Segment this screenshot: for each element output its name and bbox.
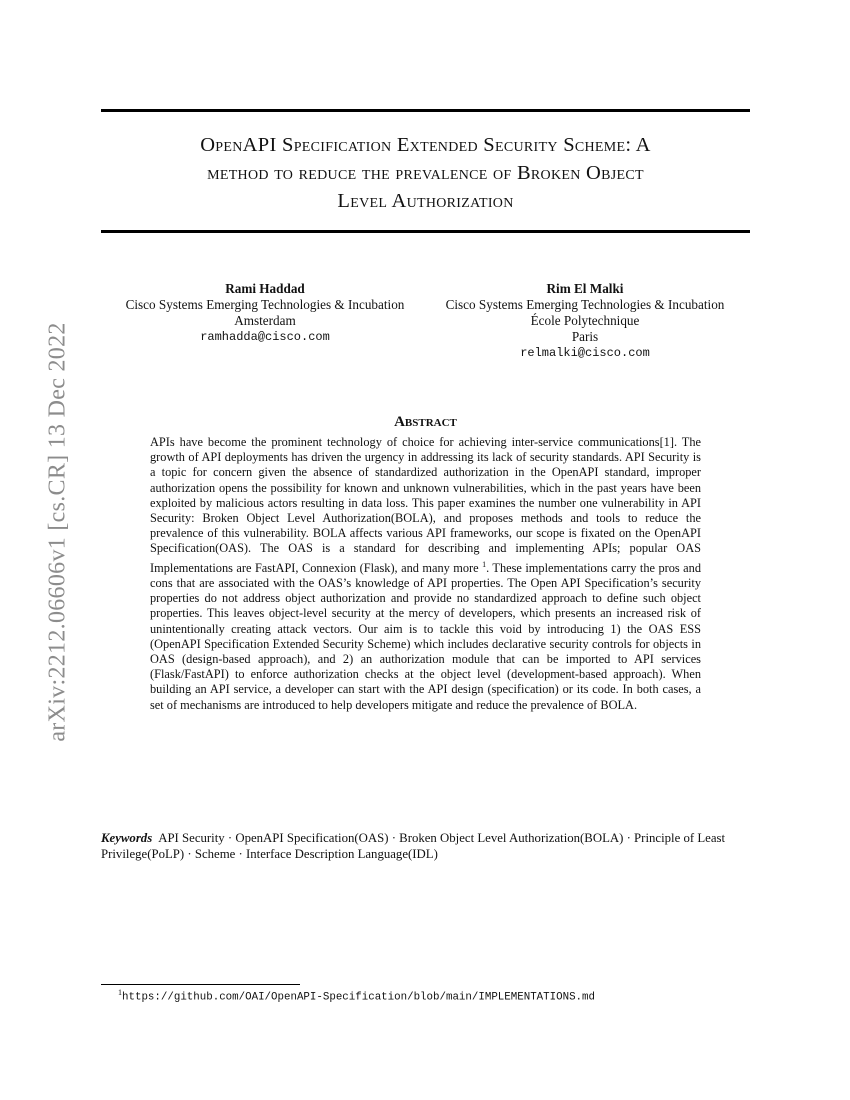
author-email[interactable]: ramhadda@cisco.com xyxy=(200,330,330,344)
author-name: Rami Haddad xyxy=(225,281,305,296)
title-line-1: OpenAPI Specification Extended Security Scheme: A xyxy=(200,134,651,156)
abstract-body xyxy=(150,435,701,713)
keywords-label: Keywords xyxy=(101,831,153,845)
author-affiliation: Cisco Systems Emerging Technologies & Incubation xyxy=(125,297,405,312)
keywords-list: API Security · OpenAPI Specification(OAS) · Broken Object Level Authorization(BOLA) · Principle of Least Privilege(PoLP) · Scheme · Interface Description Language(IDL) xyxy=(101,831,726,861)
abstract-text-part-2: . These implementations carry the pros and cons that are associated with the OAS’s knowledge of API properties. The Open API Specification’s security properties do not address object authorization and provide no standardized approach to define such object properties. This leaves object-level security at the mercy of developers, which presents an increased risk of unintentionally creating attack vectors. Our aim is to tackle this void by introducing 1) the OAS ESS (OpenAPI Specification Extended Security Scheme) which includes declarative security controls for objects in OAS (design-based approach), and 2) an authorization module that can be imported to API services (Flask/FastAPI) to enforce authorization checks at the object level (development-based approach). When building an API service, a developer can start with the API design (specification) or its code. In both cases, a set of mechanisms are introduced to help developers mitigate and reduce the prevalence of BOLA. xyxy=(150,560,701,712)
abstract-heading: Abstract xyxy=(394,414,457,430)
footnote-separator xyxy=(101,984,300,985)
title-bottom-rule xyxy=(101,230,750,233)
author-email[interactable]: relmalki@cisco.com xyxy=(520,346,650,360)
author-location: Paris xyxy=(571,329,599,344)
title-line-2: method to reduce the prevalence of Broken Object xyxy=(207,162,644,184)
title-top-rule xyxy=(101,109,750,112)
title-line-3: Level Authorization xyxy=(337,190,514,212)
author-block-2 xyxy=(425,281,745,361)
keywords-section xyxy=(101,831,753,862)
author-institution: École Polytechnique xyxy=(530,313,640,328)
arxiv-identifier-stamp: arXiv:2212.06606v1 [cs.CR] 13 Dec 2022 xyxy=(44,322,71,742)
author-location: Amsterdam xyxy=(234,313,296,328)
footnote xyxy=(118,988,595,1004)
footnote-reference[interactable]: 1 xyxy=(482,559,487,569)
author-block-1 xyxy=(105,281,425,345)
author-affiliation: Cisco Systems Emerging Technologies & Incubation xyxy=(445,297,725,312)
footnote-mark: 1 xyxy=(118,988,122,997)
abstract-text-part-1: APIs have become the prominent technology of choice for achieving inter-service communications[1]. The growth of API deployments has driven the urgency in addressing its lack of security standards. API Security is a topic for concern given the absence of standardized authorization in the OpenAPI standard, improper authorization opens the possibility for known and unknown vulnerabilities, which in the past years have been exploited by malicious actors resulting in data loss. This paper examines the number one vulnerability in API Security: Broken Object Level Authorization(BOLA), and proposes methods and tools to reduce the prevalence of this vulnerability. BOLA affects various API frameworks, our scope is fixated on the OpenAPI Specification(OAS). The OAS is a standard for describing and implementing APIs; popular OAS Implementations are FastAPI, Connexion (Flask), and many more xyxy=(150,435,701,575)
author-name: Rim El Malki xyxy=(546,281,624,296)
footnote-url[interactable]: https://github.com/OAI/OpenAPI-Specification/blob/main/IMPLEMENTATIONS.md xyxy=(122,991,595,1004)
paper-title xyxy=(101,131,750,215)
